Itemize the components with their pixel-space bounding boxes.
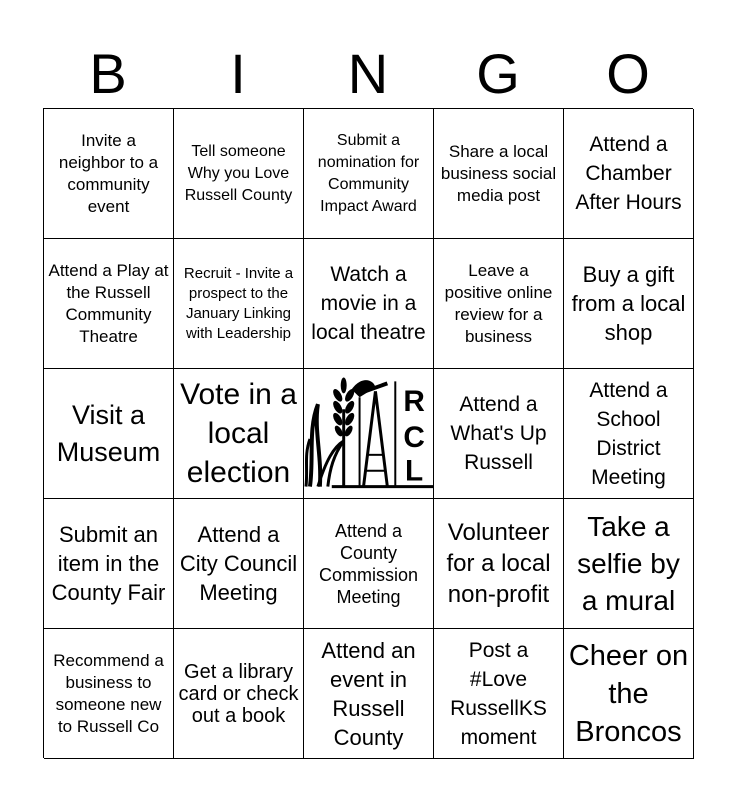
square-text: Attend an event in Russell County [321,637,416,750]
logo-letter-r: R [403,384,425,418]
bingo-square[interactable] [174,239,304,369]
square-text: Share a local business social media post [440,141,557,205]
rcl-logo-icon [304,369,433,499]
square-text: Volunteer for a local non-profit [446,519,551,608]
square-text: Attend a What's Up Russell [450,393,547,474]
bingo-square[interactable] [44,239,174,369]
free-space[interactable] [304,369,434,499]
square-text: Submit a nomination for Community Impact Award [317,131,420,215]
square-text: Vote in a local election [180,378,297,489]
bingo-square[interactable] [564,629,694,759]
square-text: Recommend a business to someone new to Russell Co [53,650,164,736]
square-text: Attend a City Council Meeting [179,522,298,605]
square-text: Visit a Museum [56,399,161,467]
square-text: Cheer on the Broncos [568,639,689,748]
bingo-square[interactable] [44,629,174,759]
bingo-card-grid [43,108,693,758]
square-text: Attend a Play at the Russell Community Theatre [48,260,169,346]
square-text: Post a #Love RussellKS moment [450,638,547,749]
header-letter-i: I [230,42,246,105]
bingo-square[interactable] [174,629,304,759]
bingo-square[interactable] [564,239,694,369]
header-letter-n: N [347,42,389,105]
header-letter-b: B [89,42,127,105]
square-text: Recruit - Invite a prospect to the January Linking with Leadership [183,264,294,342]
square-text: Watch a movie in a local theatre [311,263,426,344]
square-text: Tell someone Why you Love Russell County [184,142,293,204]
square-text: Attend a County Commission Meeting [318,520,419,607]
bingo-square[interactable] [564,109,694,239]
header-letter-o: O [606,42,650,105]
bingo-square[interactable] [304,629,434,759]
bingo-square[interactable] [44,109,174,239]
bingo-square[interactable] [174,499,304,629]
square-text: Submit an item in the County Fair [51,522,166,605]
logo-letter-c: C [403,420,425,454]
bingo-square[interactable] [434,239,564,369]
square-text: Take a selfie by a mural [577,511,680,616]
square-text: Attend a Chamber After Hours [575,133,682,214]
square-text: Buy a gift from a local shop [571,262,686,345]
bingo-square[interactable] [434,369,564,499]
bingo-square[interactable] [434,109,564,239]
logo-letter-l: L [405,454,424,488]
bingo-square[interactable] [304,109,434,239]
bingo-square[interactable] [304,239,434,369]
bingo-square[interactable] [304,499,434,629]
square-text: Get a library card or check out a book [178,660,299,727]
bingo-square[interactable] [44,499,174,629]
square-text: Leave a positive online review for a business [444,260,553,346]
square-text: Attend a School District Meeting [589,378,668,489]
bingo-header [43,40,693,108]
bingo-square[interactable] [564,499,694,629]
square-text: Invite a neighbor to a community event [58,130,159,216]
bingo-square[interactable] [174,109,304,239]
bingo-square[interactable] [434,499,564,629]
bingo-square[interactable] [564,369,694,499]
bingo-square[interactable] [174,369,304,499]
header-letter-g: G [476,42,520,105]
bingo-square[interactable] [44,369,174,499]
bingo-square[interactable] [434,629,564,759]
